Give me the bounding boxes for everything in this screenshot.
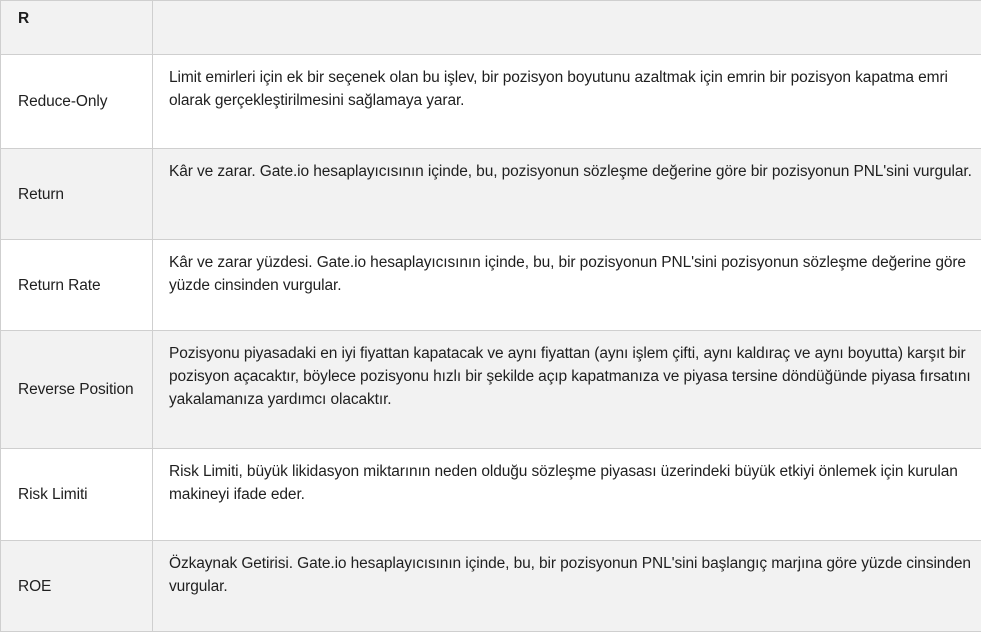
definition-cell: Risk Limiti, büyük likidasyon miktarının neden olduğu sözleşme piyasası üzerindeki büyük etkiyi önlemek için kurulan makineyi ifade eder.	[153, 449, 981, 541]
term-cell: Return Rate	[1, 240, 153, 331]
table-row	[1, 240, 981, 331]
table-row	[1, 449, 981, 541]
term-cell: Reduce-Only	[1, 55, 153, 149]
definition-cell: Kâr ve zarar. Gate.io hesaplayıcısının içinde, bu, pozisyonun sözleşme değerine göre bir pozisyonun PNL'sini vurgular.	[153, 149, 981, 240]
table-row	[1, 331, 981, 449]
table-row	[1, 149, 981, 240]
section-header-empty-cell	[153, 1, 981, 55]
term-cell: ROE	[1, 541, 153, 632]
definition-cell: Pozisyonu piyasadaki en iyi fiyattan kapatacak ve aynı fiyattan (aynı işlem çifti, aynı kaldıraç ve aynı boyutta) karşıt bir pozisyon açacaktır, böylece pozisyonu hızlı bir şekilde açıp kapatmanıza ve piyasa tersine döndüğünde piyasa fırsatını yakalamanıza yardımcı olacaktır.	[153, 331, 981, 449]
definition-cell: Özkaynak Getirisi. Gate.io hesaplayıcısının içinde, bu, bir pozisyonun PNL'sini başlangıç marjına göre yüzde cinsinden vurgular.	[153, 541, 981, 632]
definition-cell: Kâr ve zarar yüzdesi. Gate.io hesaplayıcısının içinde, bu, bir pozisyonun PNL'sini pozisyonun sözleşme değerine göre yüzde cinsinden vurgular.	[153, 240, 981, 331]
definition-cell: Limit emirleri için ek bir seçenek olan bu işlev, bir pozisyon boyutunu azaltmak için emrin bir pozisyon kapatma emri olarak gerçekleştirilmesini sağlamaya yarar.	[153, 55, 981, 149]
term-cell: Reverse Position	[1, 331, 153, 449]
term-cell: Return	[1, 149, 153, 240]
table-row	[1, 541, 981, 632]
table-row	[1, 55, 981, 149]
term-cell: Risk Limiti	[1, 449, 153, 541]
section-header-row	[1, 1, 981, 55]
section-letter: R	[1, 1, 153, 55]
